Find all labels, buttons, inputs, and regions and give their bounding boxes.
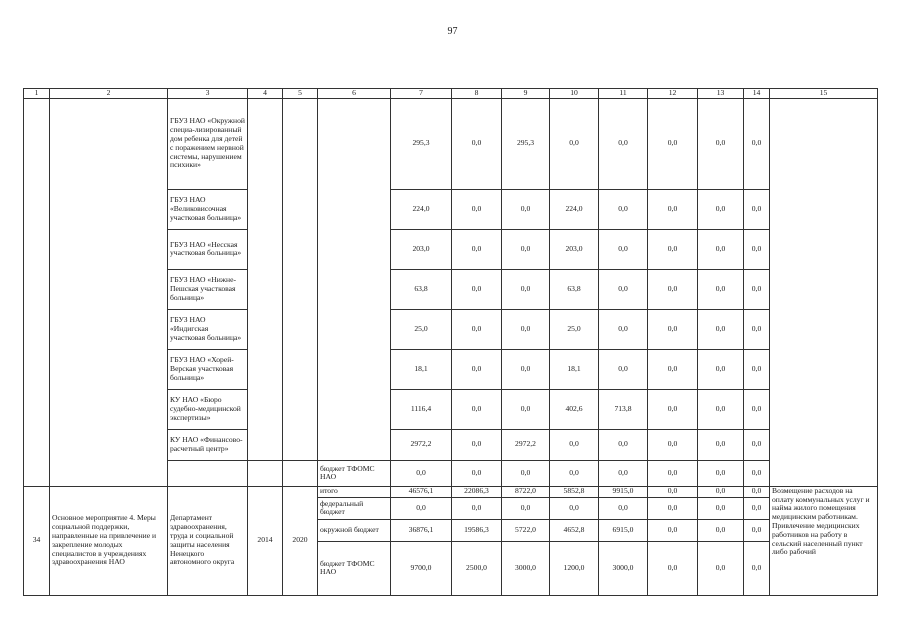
value-cell: 1200,0 [550,541,599,595]
value-cell: 0,0 [744,429,770,460]
table-row [24,98,878,189]
value-cell: 0,0 [744,497,770,519]
col-header: 5 [283,89,318,99]
value-cell: 18,1 [391,349,452,389]
value-cell: 8722,0 [502,486,550,497]
value-cell: 0,0 [502,309,550,349]
organization-name: ГБУЗ НАО «Великовисочная участковая больница» [168,189,248,229]
organization-name: ГБУЗ НАО «Нижне-Пешская участковая больница» [168,269,248,309]
organization-name: КУ НАО «Финансово-расчетный центр» [168,429,248,460]
measure-name: Основное мероприятие 4. Меры социальной поддержки, направленные на привлечение и закрепление молодых специалистов в учреждениях здравоохранения НАО [50,486,168,595]
value-cell: 0,0 [452,349,502,389]
page-number: 97 [447,26,458,37]
col-header: 8 [452,89,502,99]
empty-cell [770,98,878,486]
col-header: 10 [550,89,599,99]
value-cell: 0,0 [744,189,770,229]
col-header: 6 [318,89,391,99]
column-number-row [24,89,878,99]
empty-cell [283,98,318,460]
end-year: 2020 [283,486,318,595]
value-cell: 22086,3 [452,486,502,497]
start-year: 2014 [248,486,283,595]
value-cell: 713,8 [599,389,648,429]
organization-name: ГБУЗ НАО «Окружной специа-лизированный дом ребенка для детей с поражением нервной системы, нарушением психики» [168,98,248,189]
col-header: 9 [502,89,550,99]
value-cell: 0,0 [599,98,648,189]
value-cell: 0,0 [502,389,550,429]
funding-source: окружной бюджет [318,519,391,541]
value-cell: 0,0 [599,429,648,460]
value-cell: 0,0 [698,189,744,229]
organization-name: КУ НАО «Бюро судебно-медицинской экспертизы» [168,389,248,429]
value-cell: 295,3 [391,98,452,189]
value-cell: 0,0 [744,389,770,429]
funding-source: бюджет ТФОМС НАО [318,541,391,595]
value-cell: 0,0 [648,519,698,541]
value-cell: 3000,0 [599,541,648,595]
value-cell: 0,0 [599,229,648,269]
value-cell: 0,0 [744,486,770,497]
col-header: 12 [648,89,698,99]
value-cell: 2500,0 [452,541,502,595]
value-cell: 0,0 [599,269,648,309]
value-cell: 0,0 [744,269,770,309]
measure-rows [24,486,878,595]
value-cell: 0,0 [452,460,502,486]
value-cell: 0,0 [698,389,744,429]
value-cell: 0,0 [698,349,744,389]
value-cell: 0,0 [452,189,502,229]
value-cell: 0,0 [744,98,770,189]
value-cell: 46576,1 [391,486,452,497]
col-header: 11 [599,89,648,99]
value-cell: 0,0 [648,98,698,189]
value-cell: 2972,2 [502,429,550,460]
value-cell: 0,0 [648,189,698,229]
value-cell: 0,0 [648,460,698,486]
organization-name: ГБУЗ НАО «Несская участковая больница» [168,229,248,269]
source-cell [318,98,391,460]
value-cell: 224,0 [550,189,599,229]
value-cell: 6915,0 [599,519,648,541]
executor: Департамент здравоохранения, труда и социальной защиты населения Ненецкого автономного округа [168,486,248,595]
value-cell: 0,0 [698,98,744,189]
value-cell: 0,0 [502,460,550,486]
value-cell: 25,0 [391,309,452,349]
result-note: Возмещение расходов на оплату коммунальных услуг и найма жилого помещения медицинским работникам. Привлечение медицинских работников на работу в сельский населенный пункт либо рабочий [770,486,878,595]
col-header: 1 [24,89,50,99]
col-header: 4 [248,89,283,99]
value-cell: 203,0 [550,229,599,269]
value-cell: 0,0 [502,349,550,389]
value-cell: 0,0 [744,541,770,595]
value-cell: 0,0 [698,460,744,486]
value-cell: 9915,0 [599,486,648,497]
col-header: 15 [770,89,878,99]
value-cell: 0,0 [391,497,452,519]
value-cell: 0,0 [550,497,599,519]
value-cell: 2972,2 [391,429,452,460]
value-cell: 295,3 [502,98,550,189]
value-cell: 224,0 [391,189,452,229]
value-cell: 0,0 [698,309,744,349]
value-cell: 0,0 [698,497,744,519]
value-cell: 0,0 [452,389,502,429]
upper-rows [24,98,878,486]
value-cell: 36876,1 [391,519,452,541]
value-cell: 0,0 [452,269,502,309]
value-cell: 0,0 [698,429,744,460]
value-cell: 0,0 [648,497,698,519]
value-cell: 3000,0 [502,541,550,595]
budget-table [23,88,878,596]
value-cell: 0,0 [599,497,648,519]
value-cell: 0,0 [648,349,698,389]
value-cell: 0,0 [698,269,744,309]
empty-cell [248,98,283,460]
value-cell: 0,0 [452,229,502,269]
organization-name: ГБУЗ НАО «Индигская участковая больница» [168,309,248,349]
value-cell: 0,0 [698,229,744,269]
value-cell: 0,0 [698,486,744,497]
value-cell: 0,0 [550,429,599,460]
row-number: 34 [24,486,50,595]
value-cell: 4652,8 [550,519,599,541]
empty-cell [283,460,318,486]
value-cell: 0,0 [698,519,744,541]
col-header: 14 [744,89,770,99]
empty-cell [24,98,50,486]
value-cell: 0,0 [648,389,698,429]
value-cell: 1116,4 [391,389,452,429]
value-cell: 25,0 [550,309,599,349]
empty-cell [168,460,248,486]
value-cell: 0,0 [599,309,648,349]
value-cell: 0,0 [452,497,502,519]
value-cell: 0,0 [648,229,698,269]
value-cell: 0,0 [452,98,502,189]
value-cell: 0,0 [744,229,770,269]
value-cell: 0,0 [452,309,502,349]
value-cell: 0,0 [391,460,452,486]
value-cell: 0,0 [744,349,770,389]
col-header: 13 [698,89,744,99]
value-cell: 0,0 [744,519,770,541]
empty-cell [50,98,168,486]
value-cell: 19586,3 [452,519,502,541]
value-cell: 0,0 [502,189,550,229]
value-cell: 0,0 [452,429,502,460]
empty-cell [248,460,283,486]
value-cell: 0,0 [550,98,599,189]
value-cell: 0,0 [648,429,698,460]
organization-name: ГБУЗ НАО «Хорей-Верская участковая больница» [168,349,248,389]
value-cell: 0,0 [550,460,599,486]
col-header: 2 [50,89,168,99]
value-cell: 63,8 [550,269,599,309]
value-cell: 0,0 [599,349,648,389]
value-cell: 0,0 [599,189,648,229]
value-cell: 0,0 [502,269,550,309]
value-cell: 0,0 [502,229,550,269]
value-cell: 203,0 [391,229,452,269]
value-cell: 0,0 [698,541,744,595]
funding-source: итого [318,486,391,497]
value-cell: 402,6 [550,389,599,429]
value-cell: 0,0 [648,269,698,309]
value-cell: 0,0 [744,309,770,349]
col-header: 3 [168,89,248,99]
value-cell: 63,8 [391,269,452,309]
value-cell: 5852,8 [550,486,599,497]
value-cell: 0,0 [599,460,648,486]
value-cell: 0,0 [648,309,698,349]
value-cell: 5722,0 [502,519,550,541]
value-cell: 0,0 [648,541,698,595]
value-cell: 0,0 [502,497,550,519]
value-cell: 18,1 [550,349,599,389]
funding-source: бюджет ТФОМС НАО [318,460,391,486]
value-cell: 0,0 [744,460,770,486]
value-cell: 0,0 [648,486,698,497]
value-cell: 9700,0 [391,541,452,595]
col-header: 7 [391,89,452,99]
funding-source: федеральный бюджет [318,497,391,519]
table-row [24,486,878,497]
